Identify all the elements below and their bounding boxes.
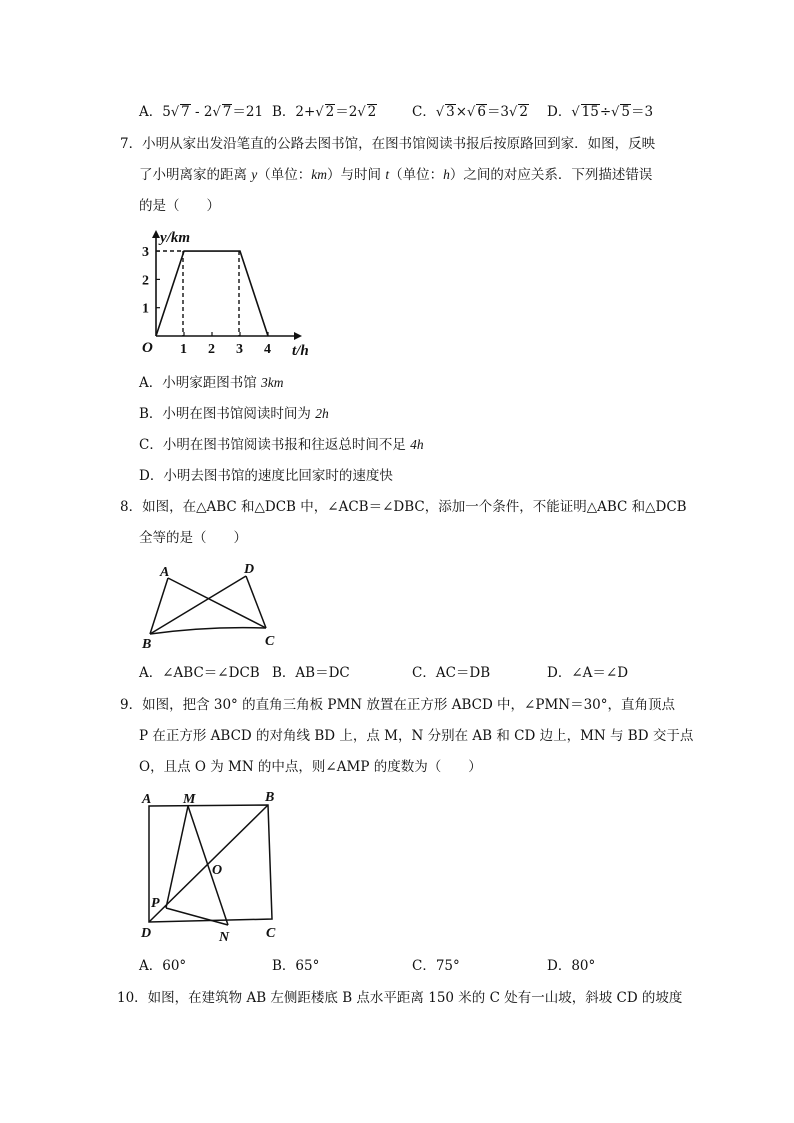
q9-line-3: O，且点 O 为 MN 的中点，则∠AMP 的度数为（ ） <box>139 759 482 775</box>
q6-option-c: C．√ 3×√ 6＝3√ 2 <box>412 104 528 120</box>
label-d: D <box>244 562 255 577</box>
y-axis-label: y/km <box>160 230 190 246</box>
segment-bc <box>150 628 266 634</box>
q8-option-c: C．AC＝DB <box>412 665 491 681</box>
q7-graph <box>138 222 338 362</box>
q7-option-c: C．小明在图书馆阅读书报和往返总时间不足 4h <box>139 437 424 453</box>
segment-db <box>150 576 246 634</box>
q7-line-3: 的是（ ） <box>139 198 220 214</box>
q7-option-b: B．小明在图书馆阅读时间为 2h <box>139 406 329 422</box>
origin-label: O <box>142 340 153 356</box>
q10-line-1: 10．如图，在建筑物 AB 左侧距楼底 B 点水平距离 150 米的 C 处有一山坡，斜坡 CD 的坡度 <box>117 990 683 1006</box>
q8-figure <box>138 558 288 650</box>
y-tick-label-2: 2 <box>142 273 149 289</box>
q9-option-c: C．75° <box>412 958 460 974</box>
x-tick-label-3: 3 <box>236 342 243 357</box>
q9-option-d: D．80° <box>547 958 596 974</box>
q9-option-b: B．65° <box>272 958 320 974</box>
segment-dc <box>246 576 266 628</box>
q9-option-a: A．60° <box>139 958 187 974</box>
x-tick-label-4: 4 <box>264 342 271 357</box>
label-c: C <box>266 926 276 941</box>
segment-pn <box>166 908 228 925</box>
q6-option-a: A．5√ 7 - 2√ 7＝21 <box>139 104 264 120</box>
q7-option-a: A．小明家距图书馆 3km <box>139 375 284 391</box>
q7-line-1: 7．小明从家出发沿笔直的公路去图书馆，在图书馆阅读书报后按原路回到家．如图，反映 <box>120 136 656 152</box>
q6-option-d: D．√ 15÷√ 5＝3 <box>547 104 654 120</box>
x-axis-label: t/h <box>292 343 309 359</box>
label-m: M <box>183 792 196 807</box>
q6-option-b: B．2+√ 2＝2√ 2 <box>272 104 377 120</box>
x-tick-label-2: 2 <box>208 342 215 357</box>
q8-line-2: 全等的是（ ） <box>139 530 247 546</box>
distance-line <box>156 251 268 336</box>
q9-line-1: 9．如图，把含 30° 的直角三角板 PMN 放置在正方形 ABCD 中，∠PMN＝30°，直角顶点 <box>120 697 676 713</box>
label-a: A <box>142 792 152 807</box>
y-tick-label-1: 1 <box>142 301 149 317</box>
label-b: B <box>142 637 152 650</box>
q8-option-d: D．∠A＝∠D <box>547 665 629 681</box>
label-c: C <box>265 634 275 649</box>
q8-line-1: 8．如图，在△ABC 和△DCB 中，∠ACB＝∠DBC，添加一个条件，不能证明△ABC 和△DCB <box>120 499 687 515</box>
label-o: O <box>212 863 223 878</box>
q7-line-2: 了小明离家的距离 y（单位：km）与时间 t（单位：h）之间的对应关系．下列描述错误 <box>139 167 653 183</box>
x-tick-label-1: 1 <box>180 342 187 357</box>
x-axis-arrow <box>294 332 302 340</box>
y-tick-label-3: 3 <box>142 245 149 261</box>
label-d: D <box>141 926 152 941</box>
label-p: P <box>151 896 160 911</box>
label-b: B <box>265 790 275 805</box>
q7-option-d: D．小明去图书馆的速度比回家时的速度快 <box>139 468 393 484</box>
q8-option-b: B．AB＝DC <box>272 665 350 681</box>
segment-ac <box>168 578 266 628</box>
q9-figure <box>138 786 288 946</box>
y-axis-arrow <box>152 230 160 238</box>
q8-option-a: A．∠ABC＝∠DCB <box>139 665 260 681</box>
label-a: A <box>160 565 170 580</box>
q9-line-2: P 在正方形 ABCD 的对角线 BD 上，点 M，N 分别在 AB 和 CD 边上，MN 与 BD 交于点 <box>139 728 694 744</box>
segment-mp <box>166 806 188 908</box>
label-n: N <box>219 930 230 945</box>
